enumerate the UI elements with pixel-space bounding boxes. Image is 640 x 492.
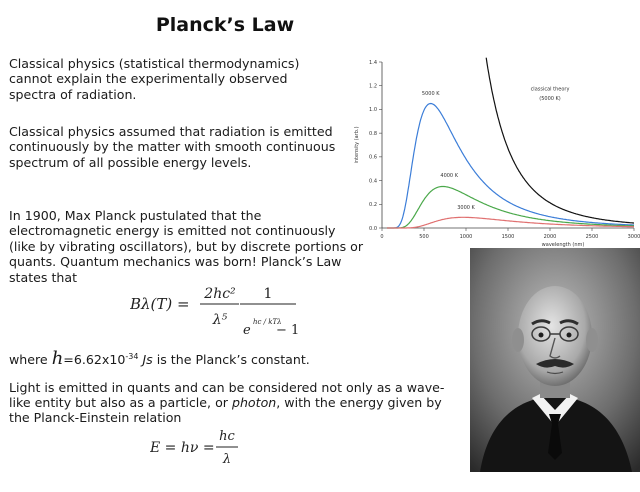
- y-tick-label: 0.8: [369, 130, 377, 137]
- series-line-4000-k: [387, 187, 634, 229]
- paragraph-photon: Light is emitted in quants and can be considered not only as a wave-like entity but also as a particle, or photon, with the energy given by the Planck-Einstein relation: [9, 380, 445, 426]
- x-tick-label: 3000: [627, 234, 640, 240]
- label-classical-theory: classical theory: [530, 86, 570, 93]
- planck-einstein-formula: [150, 425, 260, 471]
- label-3000k: 3000 K: [457, 205, 475, 212]
- x-tick-label: 1000: [459, 234, 473, 240]
- paragraph-classical-physics: Classical physics (statistical thermodynamics) cannot explain the experimentally observed spectra of radiation.: [9, 56, 300, 102]
- x-tick-label: 500: [419, 234, 429, 240]
- planck-h-symbol: h: [51, 348, 64, 369]
- x-tick-label: 2000: [543, 234, 557, 240]
- planck-formula-num2: 1: [263, 286, 273, 302]
- y-tick-label: 0.0: [369, 225, 377, 232]
- y-tick-label: 0.2: [369, 202, 377, 209]
- planck-formula-e: e: [243, 323, 251, 338]
- series-line-classical-theory: [486, 58, 634, 223]
- planck-law-formula: [130, 278, 305, 344]
- energy-formula-num: hc: [219, 429, 235, 444]
- planck-formula-lhs: Bλ(T) =: [130, 295, 190, 313]
- planck-formula-minus-one: − 1: [276, 323, 300, 338]
- y-tick-label: 1.4: [369, 59, 377, 66]
- label-classical-temp: (5000 K): [539, 95, 561, 102]
- page-title: Planck’s Law: [155, 14, 295, 36]
- label-4000k: 4000 K: [440, 173, 458, 180]
- series-line-5000-k: [387, 104, 634, 229]
- label-5000k: 5000 K: [421, 91, 440, 98]
- max-planck-portrait: [470, 248, 640, 472]
- paragraph-classical-assumption: Classical physics assumed that radiation is emitted continuously by the matter with smooth continuous spectrum of all possible energy levels.: [9, 124, 336, 170]
- paragraph-planck-constant: where $h=6.62x10^{-34}$ Js is the Planck’s constant.: [9, 348, 310, 369]
- paragraph-planck-postulate: In 1900, Max Planck pustulated that the electromagnetic energy is emitted not continuously (like by vibrating oscillators), but by discrete portions or quants. Quantum mechanics was born! Planck’s Law states that: [9, 208, 364, 285]
- energy-formula-lhs: E = hν =: [150, 440, 215, 456]
- x-axis-label: wavelength (nm): [541, 242, 585, 248]
- planck-formula-num1: 2hc²: [204, 286, 236, 302]
- planck-formula-exponent: hc / kTλ: [253, 318, 282, 326]
- y-tick-label: 0.4: [369, 178, 377, 185]
- energy-formula-den: λ: [222, 452, 232, 467]
- y-tick-label: 0.6: [369, 154, 377, 161]
- x-tick-label: 2500: [585, 234, 599, 240]
- x-tick-label: 1500: [501, 234, 515, 240]
- y-tick-label: 1.0: [369, 107, 377, 114]
- y-tick-label: 1.2: [369, 83, 377, 90]
- x-tick-label: 0: [380, 234, 384, 240]
- planck-formula-den1: λ⁵: [212, 312, 228, 328]
- y-axis-label: intensity (arb.): [354, 126, 360, 164]
- blackbody-spectrum-chart: [336, 52, 640, 250]
